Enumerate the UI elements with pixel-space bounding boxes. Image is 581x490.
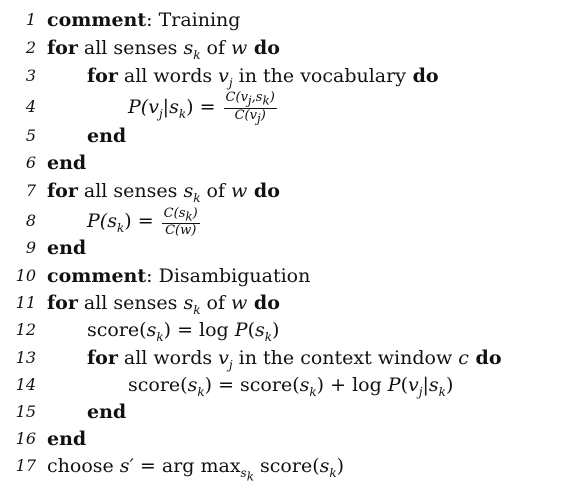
var-c: c (458, 347, 469, 369)
formula-lhs: P(v (128, 96, 159, 119)
keyword-do: do (405, 65, 439, 87)
algo-line-8 (0, 205, 581, 237)
keyword-comment: comment (47, 9, 147, 31)
equals-sign: = (199, 96, 216, 119)
var-s: s (319, 455, 330, 477)
keyword-do: do (247, 37, 280, 59)
text: = arg max (133, 455, 241, 477)
keyword-for: for (87, 347, 118, 369)
line-number: 10 (15, 266, 36, 285)
sub-k: k (156, 329, 164, 344)
var-w: w (231, 292, 248, 314)
numerator (224, 91, 277, 109)
algo-line-15 (0, 398, 581, 426)
equals-sign: = (137, 210, 154, 232)
paren: ( (400, 374, 409, 396)
line-code (47, 6, 240, 34)
paren: ) (272, 319, 280, 341)
comment-text: : Training (146, 9, 241, 31)
line-number: 12 (15, 320, 36, 339)
sub-k: k (197, 384, 205, 399)
algo-line-10 (0, 262, 581, 290)
sub-j: j (418, 384, 423, 399)
algo-line-16 (0, 425, 581, 453)
keyword-for: for (87, 65, 118, 87)
keyword-end: end (87, 125, 127, 147)
paren: ) (445, 374, 454, 396)
text: in the vocabulary (232, 65, 406, 87)
fraction (224, 91, 277, 125)
keyword-comment: comment (47, 265, 147, 287)
text: ) = score( (204, 374, 300, 396)
paren: ) (192, 205, 198, 221)
paren: ) (124, 210, 132, 232)
var-v: v (408, 374, 419, 396)
numer-text: C(v (225, 90, 248, 105)
text: score( (87, 319, 147, 341)
line-code (47, 262, 310, 290)
line-number: 1 (25, 10, 36, 29)
sub-k: k (438, 384, 446, 399)
var-s: s (254, 319, 265, 341)
algo-line-7 (0, 177, 581, 205)
var-P: P (234, 319, 248, 341)
line-code (47, 452, 344, 490)
algo-line-3 (0, 62, 581, 90)
keyword-end: end (47, 428, 87, 450)
formula-lhs-mid: |s (162, 96, 179, 119)
fraction (162, 207, 200, 238)
numer-text: C(s (163, 205, 186, 221)
keyword-end: end (87, 401, 127, 423)
sub-k: k (178, 106, 187, 121)
keyword-do: do (247, 292, 280, 314)
line-number: 2 (25, 38, 36, 57)
text: of (200, 37, 232, 59)
argmax-sub (240, 465, 254, 484)
denominator: C(w) (165, 223, 197, 239)
keyword-do: do (468, 347, 502, 369)
sub-k: k (262, 93, 270, 108)
text: in the context window (232, 347, 459, 369)
algo-line-1 (0, 6, 581, 34)
sub-k: k (193, 190, 201, 205)
sub-j: j (228, 357, 233, 372)
sub-j: j (158, 106, 163, 121)
algo-line-12 (0, 316, 581, 344)
line-number: 6 (25, 153, 36, 172)
sub-j: j (247, 93, 252, 108)
text: all words (117, 347, 219, 369)
sub-s: s (240, 465, 247, 480)
sub-k: k (264, 329, 273, 344)
var-s: s (183, 37, 194, 59)
var-s: s (183, 180, 194, 202)
paren: ) (269, 90, 275, 105)
sub-j: j (256, 111, 261, 126)
line-number: 14 (15, 375, 36, 394)
sub-k: k (329, 465, 337, 480)
algo-line-2 (0, 34, 581, 62)
algo-line-9 (0, 234, 581, 262)
line-number: 11 (15, 293, 36, 312)
keyword-for: for (47, 292, 78, 314)
text: ) + log (316, 374, 388, 396)
line-number: 16 (15, 429, 36, 448)
bar: | (422, 374, 429, 396)
keyword-do: do (247, 180, 280, 202)
algo-line-17 (0, 452, 581, 484)
sub-k: k (309, 384, 317, 399)
formula-lhs: P(s (87, 210, 117, 232)
var-s: s (428, 374, 439, 396)
paren: ) (336, 455, 345, 477)
var-v: v (218, 65, 229, 87)
line-number: 9 (25, 238, 36, 257)
algo-line-4 (0, 90, 581, 126)
keyword-end: end (47, 237, 87, 259)
keyword-for: for (47, 37, 78, 59)
sub-j: j (228, 75, 233, 90)
var-s: s (183, 292, 194, 314)
text: all senses (77, 180, 184, 202)
algo-line-14 (0, 371, 581, 399)
comment-text: : Disambiguation (146, 265, 311, 287)
line-number: 17 (15, 456, 36, 475)
keyword-end: end (47, 152, 87, 174)
var-s-prime: s′ (119, 455, 134, 477)
paren: ) (260, 107, 266, 123)
algo-line-5 (0, 122, 581, 150)
line-number: 8 (25, 211, 36, 230)
line-number: 3 (25, 66, 36, 85)
text: all senses (77, 292, 184, 314)
numerator (162, 207, 200, 225)
text: ) = log (163, 319, 235, 341)
text: score( (254, 455, 320, 477)
text: score( (128, 374, 188, 396)
paren: ) (186, 96, 194, 119)
var-w: w (231, 37, 248, 59)
algo-line-11 (0, 289, 581, 317)
line-number: 4 (25, 97, 36, 116)
var-P: P (387, 374, 401, 396)
line-number: 5 (25, 126, 36, 145)
var-s: s (299, 374, 310, 396)
algo-line-6 (0, 149, 581, 177)
numer-mid: ,s (251, 90, 263, 105)
sub-k: k (185, 209, 193, 224)
sub-k: k (246, 469, 254, 484)
var-v: v (218, 347, 229, 369)
line-number: 7 (25, 181, 36, 200)
sub-k: k (193, 47, 201, 62)
text: of (200, 180, 232, 202)
denom-text: C(v (234, 107, 257, 123)
keyword-for: for (47, 180, 78, 202)
var-s: s (187, 374, 198, 396)
sub-k: k (193, 302, 201, 317)
sub-k: k (116, 220, 125, 235)
paren: ( (247, 319, 255, 341)
line-number: 13 (15, 348, 36, 367)
line-number: 15 (15, 402, 36, 421)
algo-line-13 (0, 344, 581, 372)
text: all words (117, 65, 219, 87)
text: choose (47, 455, 120, 477)
text: of (200, 292, 232, 314)
var-w: w (231, 180, 248, 202)
var-s: s (146, 319, 157, 341)
text: all senses (77, 37, 184, 59)
